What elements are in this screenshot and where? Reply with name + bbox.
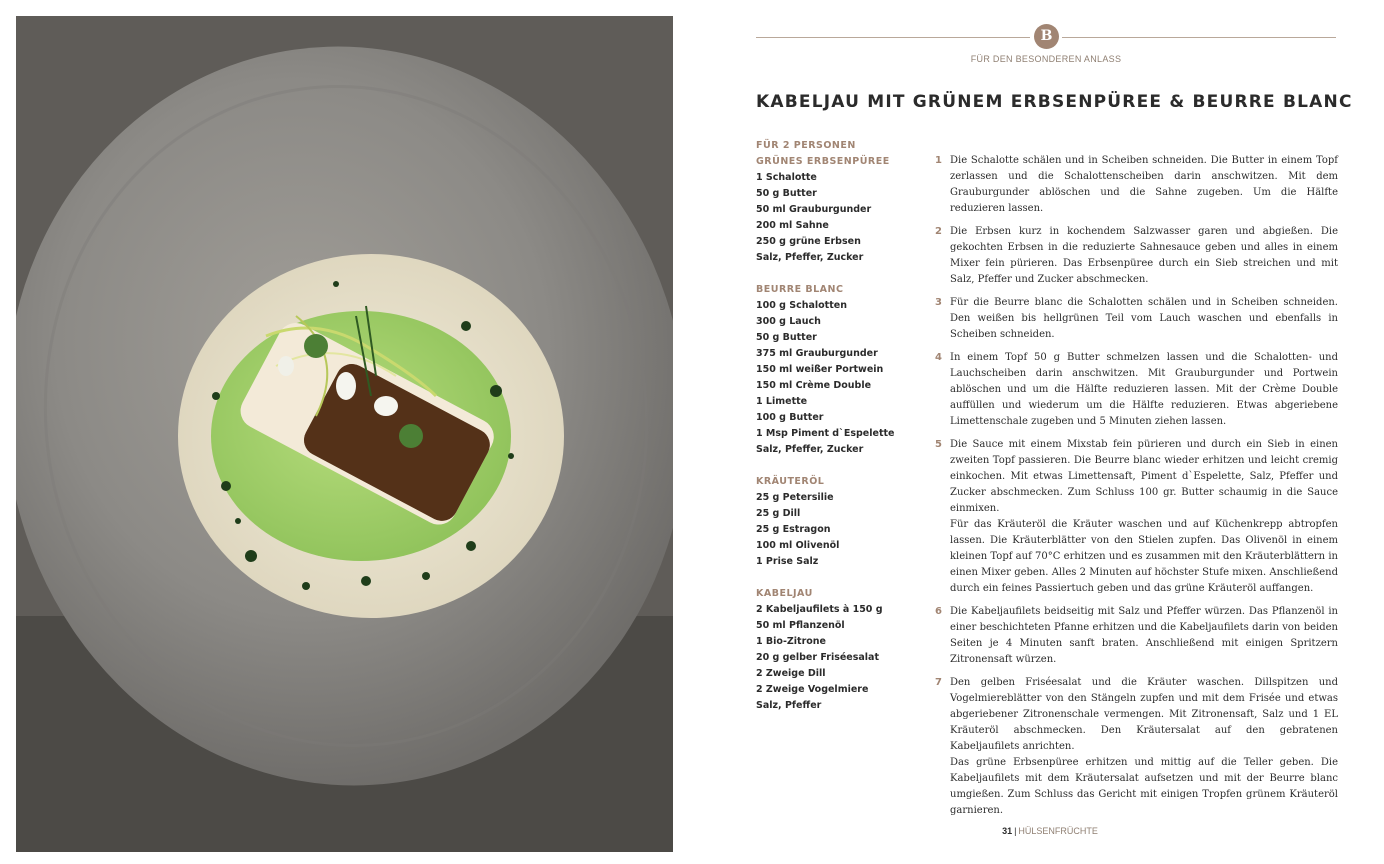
ingredient-item: 50 ml Pflanzenöl [756, 620, 845, 631]
ingredient-group-heading: KABELJAU [756, 588, 813, 599]
step [935, 604, 1338, 668]
ingredient-item: 25 g Petersilie [756, 492, 834, 503]
ingredient-item: Salz, Pfeffer, Zucker [756, 252, 864, 263]
step [935, 350, 1338, 430]
step-number: 3 [935, 297, 942, 308]
ingredient-item: 250 g grüne Erbsen [756, 236, 861, 247]
ingredient-item: 50 g Butter [756, 332, 817, 343]
ingredient-item: 1 Bio-Zitrone [756, 636, 826, 647]
ingredient-item: 150 ml Crème Double [756, 380, 872, 391]
step-text: Für die Beurre blanc die Schalotten schälen und in Scheiben schneiden. Den weißen bis hellgrünen Teil vom Lauch waschen und ebenfalls in Scheiben schneiden. [950, 297, 1338, 340]
step-number: 5 [935, 439, 942, 450]
section-label: FÜR DEN BESONDEREN ANLASS [970, 54, 1122, 64]
ingredient-item: 2 Kabeljaufilets à 150 g [756, 604, 883, 615]
section-badge: B [1034, 24, 1059, 49]
ingredient-item: 2 Zweige Vogelmiere [756, 684, 869, 695]
ingredient-item: 20 g gelber Friséesalat [756, 652, 880, 663]
preparation-steps [935, 153, 1338, 826]
divider-left [756, 37, 1030, 38]
step-text: In einem Topf 50 g Butter schmelzen lassen und die Schalotten- und Lauchscheiben darin anschwitzen. Mit Grauburgunder und Portwein ablöschen und um die Hälfte reduzieren lassen. Mit der Crème Double auffüllen und wiederum um die Hälfte reduzieren. Etwas abgeriebene Limettenschale zugeben und 5 Minuten ziehen lassen. [950, 352, 1338, 427]
ingredient-item: 200 ml Sahne [756, 220, 829, 231]
step-number: 2 [935, 226, 942, 237]
step-number: 6 [935, 606, 942, 617]
ingredient-item: 100 g Schalotten [756, 300, 847, 311]
servings-label: FÜR 2 PERSONEN [756, 140, 856, 151]
ingredient-group [756, 586, 926, 714]
ingredient-item: 1 Limette [756, 396, 808, 407]
ingredient-item: 100 ml Olivenöl [756, 540, 840, 551]
chapter-name: HÜLSENFRÜCHTE [1018, 826, 1098, 836]
step-text: Die Kabeljaufilets beidseitig mit Salz und Pfeffer würzen. Das Pflanzenöl in einer beschichteten Pfanne erhitzen und die Kabeljaufilets darin von beiden Seiten je 4 Minuten sanft braten. Anschließend mit einigen Spritzern Zitronensaft würzen. [950, 606, 1338, 665]
ingredient-item: 25 g Estragon [756, 524, 831, 535]
step-number: 4 [935, 352, 942, 363]
divider-right [1062, 37, 1336, 38]
ingredient-group-heading: GRÜNES ERBSENPÜREE [756, 156, 890, 167]
step-text: Den gelben Friséesalat und die Kräuter waschen. Dillspitzen und Vogelmiereblätter von den Stängeln zupfen und mit dem Frisée und etwas abgeriebener Zitronenschale vermengen. Mit Zitronensaft, Salz und 1 EL Kräuteröl abschmecken. Den Kräutersalat auf den gebratenen Kabeljaufilets anrichten. Das grüne Erbsenpüree erhitzen und mittig auf die Teller geben. Die Kabeljaufilets mit dem Kräutersalat aufsetzen und mit der Beurre blanc umgießen. Zum Schluss das Gericht mit einigen Tropfen grünem Kräuteröl garnieren. [950, 677, 1338, 816]
dish-photo [16, 16, 673, 852]
recipe-title: KABELJAU MIT GRÜNEM ERBSENPÜREE & BEURRE BLANC [756, 92, 1353, 112]
ingredient-item: 2 Zweige Dill [756, 668, 826, 679]
step [935, 437, 1338, 597]
ingredient-group-heading: BEURRE BLANC [756, 284, 844, 295]
ingredient-group-heading: KRÄUTERÖL [756, 476, 825, 487]
step-number: 1 [935, 155, 942, 166]
ingredient-item: 300 g Lauch [756, 316, 821, 327]
ingredient-item: 50 ml Grauburgunder [756, 204, 872, 215]
ingredient-item: 1 Msp Piment d`Espelette [756, 428, 895, 439]
step-text: Die Sauce mit einem Mixstab fein pürieren und durch ein Sieb in einen zweiten Topf passieren. Die Beurre blanc wieder erhitzen und leicht cremig einkochen. Mit etwas Limettensaft, Piment d`Espelette, Salz, Pfeffer und Zucker abschmecken. Zum Schluss 100 gr. Butter schaumig in die Sauce einmixen. Für das Kräuteröl die Kräuter waschen und auf Küchenkrepp abtropfen lassen. Die Kräuterblätter von den Stielen zupfen. Das Olivenöl in einem kleinen Topf auf 70°C erhitzen und es zusammen mit den Kräuterblättern in einen Mixer geben. Alles 2 Minuten auf höchster Stufe mixen. Anschließend durch ein feines Passiertuch geben und das grüne Kräuteröl auffangen. [950, 439, 1338, 594]
step-text: Die Erbsen kurz in kochendem Salzwasser garen und abgießen. Die gekochten Erbsen in die reduzierte Sahnesauce geben und alles in einem Mixer fein pürieren. Das Erbsenpüree durch ein Sieb streichen und mit Salz, Pfeffer und Zucker abschmecken. [950, 226, 1338, 285]
page-number: 31 [1002, 826, 1013, 836]
footer-separator: | [1014, 826, 1017, 836]
ingredients-list [756, 138, 926, 730]
ingredient-item: Salz, Pfeffer, Zucker [756, 444, 864, 455]
ingredient-group [756, 474, 926, 570]
ingredient-item: Salz, Pfeffer [756, 700, 822, 711]
ingredient-group [756, 282, 926, 458]
section-header [756, 24, 1336, 68]
ingredient-item: 1 Schalotte [756, 172, 817, 183]
step [935, 675, 1338, 819]
ingredient-group [756, 154, 926, 266]
step [935, 153, 1338, 217]
page-footer [980, 826, 1120, 836]
step-text: Die Schalotte schälen und in Scheiben schneiden. Die Butter in einem Topf zerlassen und die Schalottenscheiben darin anschwitzen. Mit dem Grauburgunder ablöschen und die Sahne zugeben. Um die Hälfte reduzieren lassen. [950, 155, 1338, 214]
step [935, 295, 1338, 343]
ingredient-item: 375 ml Grauburgunder [756, 348, 878, 359]
ingredient-item: 100 g Butter [756, 412, 824, 423]
ingredient-item: 150 ml weißer Portwein [756, 364, 884, 375]
ingredient-item: 25 g Dill [756, 508, 801, 519]
step-number: 7 [935, 677, 942, 688]
step [935, 224, 1338, 288]
ingredient-item: 1 Prise Salz [756, 556, 819, 567]
ingredient-item: 50 g Butter [756, 188, 817, 199]
